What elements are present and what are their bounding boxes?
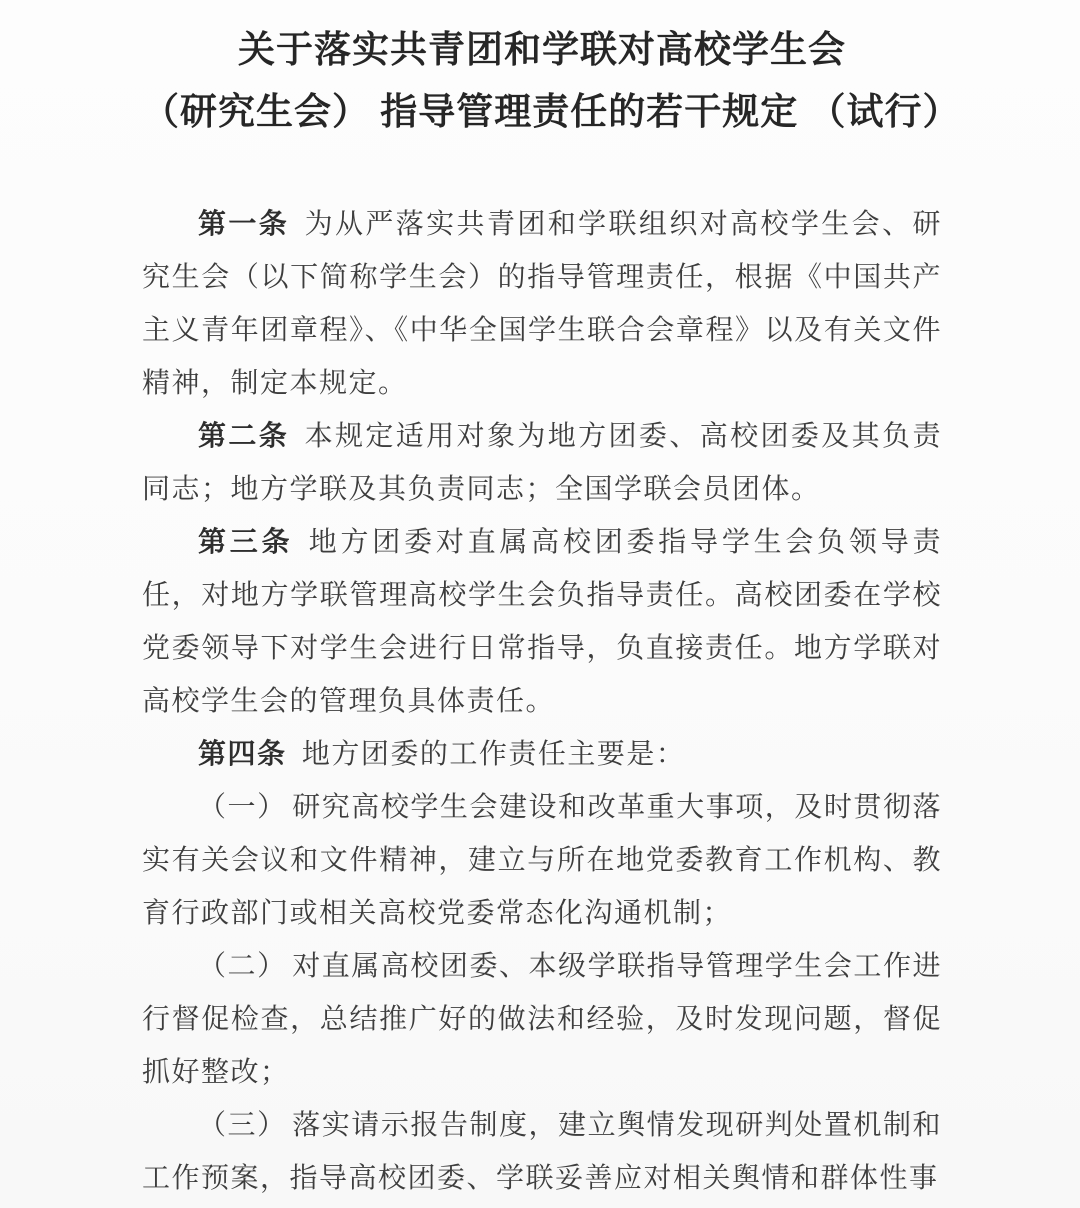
paragraph-label: 第三条 [198, 527, 294, 558]
paragraph-text: 地方团委的工作责任主要是： [301, 739, 686, 770]
paragraph-label: 第一条 [198, 209, 290, 240]
paragraph-label: （一） [198, 792, 287, 823]
document-body [142, 198, 942, 1205]
document-title-line-2: （研究生会） 指导管理责任的若干规定 （试行） [142, 92, 961, 133]
paragraph [142, 940, 942, 1099]
paragraph [142, 198, 942, 410]
paragraph [142, 728, 942, 781]
paragraph [142, 1099, 942, 1205]
paragraph-label: 第二条 [198, 421, 290, 452]
document-title-line-1: 关于落实共青团和学联对高校学生会 [238, 30, 846, 71]
paragraph [142, 410, 942, 516]
paragraph-label: （三） [198, 1110, 287, 1141]
paragraph-text: 本规定适用对象为地方团委、高校团委及其负责同志；地方学联及其负责同志；全国学联会员团体。 [142, 421, 942, 505]
paragraph-text: 对直属高校团委、本级学联指导管理学生会工作进行督促检查，总结推广好的做法和经验，及时发现问题，督促抓好整改； [142, 951, 942, 1088]
paragraph [142, 781, 942, 940]
paragraph-text: 地方团委对直属高校团委指导学生会负领导责任，对地方学联管理高校学生会负指导责任。高校团委在学校党委领导下对学生会进行日常指导，负直接责任。地方学联对高校学生会的管理负具体责任。 [142, 527, 942, 717]
paragraph [142, 516, 942, 728]
paragraph-label: 第四条 [198, 739, 287, 770]
paragraph-text: 为从严落实共青团和学联组织对高校学生会、研究生会（以下简称学生会）的指导管理责任，根据《中国共产主义青年团章程》、《中华全国学生联合会章程》以及有关文件精神，制定本规定。 [142, 209, 942, 399]
paragraph-text: 落实请示报告制度，建立舆情发现研判处置机制和工作预案，指导高校团委、学联妥善应对相关舆情和群体性事 [142, 1110, 942, 1194]
paragraph-text: 研究高校学生会建设和改革重大事项，及时贯彻落实有关会议和文件精神，建立与所在地党委教育工作机构、教育行政部门或相关高校党委常态化沟通机制； [142, 792, 942, 929]
document-title [142, 20, 961, 144]
paragraph-label: （二） [198, 951, 287, 982]
